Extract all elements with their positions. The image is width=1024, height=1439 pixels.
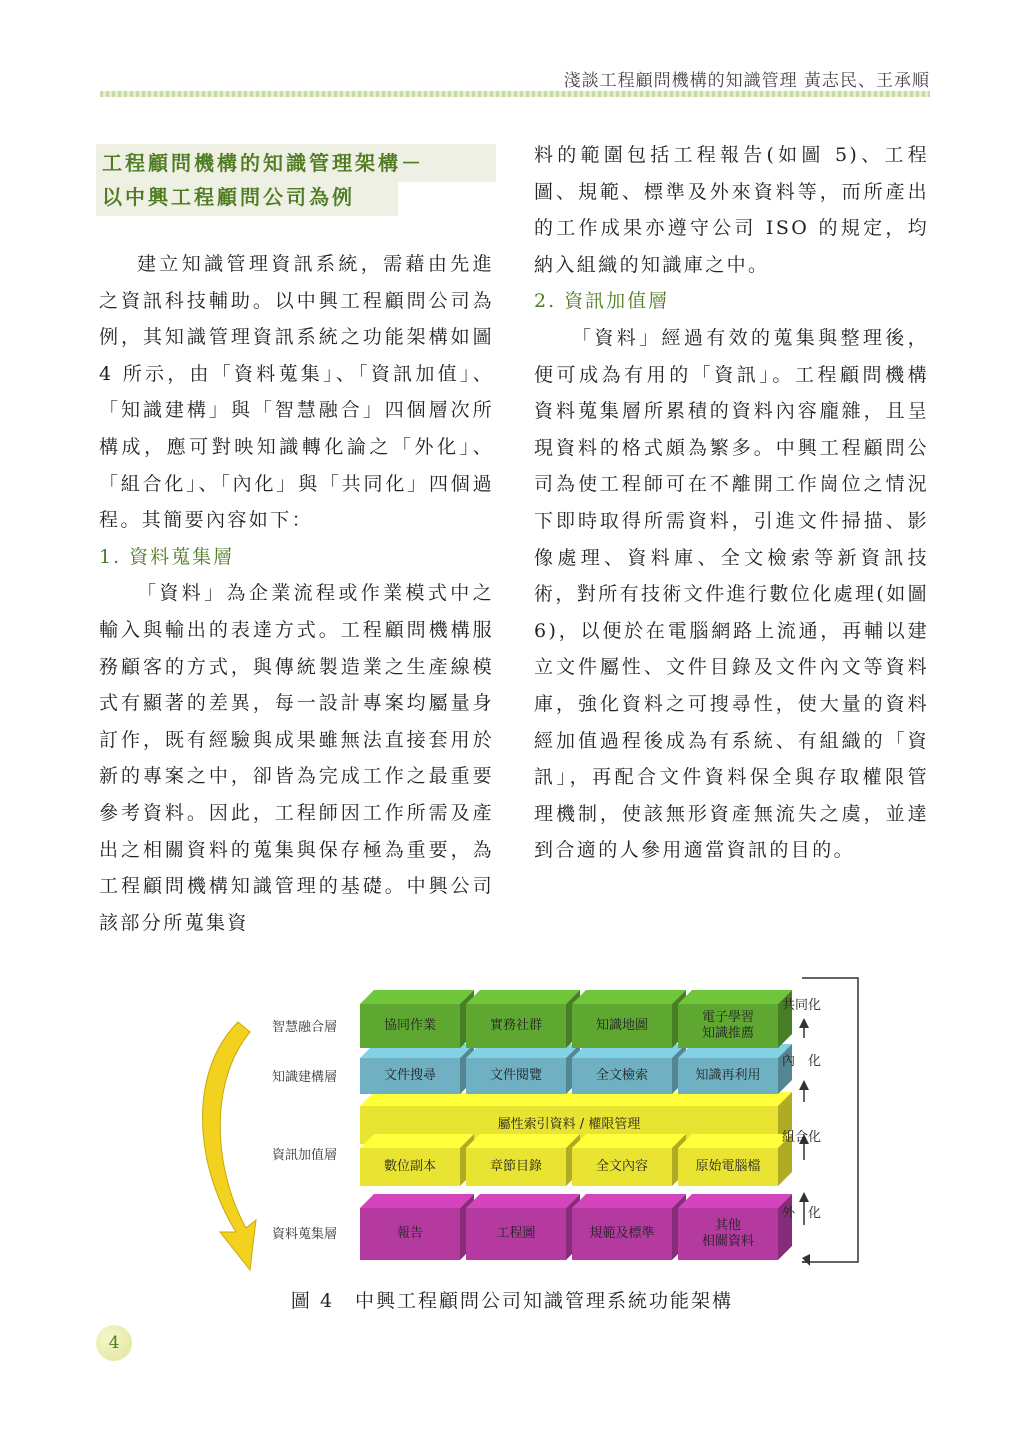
paragraph-data-collection-continued: 料的範圍包括工程報告(如圖 5)、工程圖、規範、標準及外來資料等，而所產出的工作成果亦遵守公司 ISO 的規定，均納入組織的知識庫之中。: [534, 144, 929, 276]
info-cell-4: 原始電腦檔: [695, 1159, 761, 1174]
figure-caption: 圖 4 中興工程顧問公司知識管理系統功能架構: [290, 1290, 734, 1312]
data-cell-1: 報告: [396, 1226, 423, 1241]
knowledge-cell-1: 文件搜尋: [383, 1068, 436, 1083]
process-externalization: 外 化: [782, 1206, 822, 1221]
subheading-info-value-add: 2. 資訊加值層: [534, 290, 670, 313]
paragraph-data-collection: 「資料」為企業流程或作業模式中之輸入與輸出的表達方式。工程顧問機構服務顧客的方式，與傳統製造業之生產線模式有顯著的差異，每一設計專案均屬量身訂作，既有經驗與成果雖無法直接套用於新的專案之中，卻皆為完成工作之最重要參考資料。因此，工程師因工作所需及產出之相關資料的蒐集與保存極為重要，為工程顧問機構知識管理的基礎。中興公司該部分所蒐集資: [99, 582, 494, 934]
page-number: 4: [96, 1325, 132, 1361]
right-column: [534, 137, 929, 869]
section-title-line2: 以中興工程顧問公司為例: [96, 178, 398, 216]
header-divider: [100, 91, 930, 97]
data-cell-4: 其他 相關資料: [701, 1218, 754, 1249]
info-cell-3: 全文內容: [595, 1159, 648, 1174]
knowledge-cell-3: 全文檢索: [595, 1068, 648, 1083]
data-cell-3: 規範及標準: [589, 1226, 655, 1241]
info-top-cell: 屬性索引資料 / 權限管理: [497, 1117, 641, 1132]
info-cell-1: 數位副本: [383, 1159, 436, 1174]
wisdom-cell-4: 電子學習 知識推薦: [701, 1010, 754, 1041]
knowledge-cell-2: 文件閱覽: [489, 1068, 542, 1083]
wisdom-cell-2: 實務社群: [489, 1018, 542, 1033]
left-column: [99, 246, 494, 941]
wisdom-cell-3: 知識地圖: [595, 1018, 648, 1033]
info-cell-2: 章節目錄: [489, 1159, 542, 1174]
process-bracket: [780, 970, 870, 1280]
layer-label-knowledge: 知識建構層: [272, 1070, 338, 1085]
layer-label-data: 資料蒐集層: [272, 1227, 338, 1242]
data-cell-2: 工程圖: [496, 1226, 536, 1241]
figure-knowledge-architecture: [190, 970, 890, 1284]
knowledge-cell-4: 知識再利用: [695, 1068, 761, 1083]
running-header: 淺談工程顧問機構的知識管理 黃志民、王承順: [563, 71, 930, 91]
process-combination: 組合化: [782, 1130, 822, 1145]
layer-label-wisdom: 智慧融合層: [272, 1020, 338, 1035]
subheading-data-collection: 1. 資料蒐集層: [99, 545, 235, 568]
wisdom-cell-1: 協同作業: [383, 1018, 436, 1033]
section-title-line1: 工程顧問機構的知識管理架構－: [96, 144, 496, 182]
layer-label-info: 資訊加值層: [272, 1148, 338, 1163]
process-socialization: 共同化: [782, 998, 822, 1013]
cycle-arrow-icon: [203, 1022, 257, 1270]
process-internalization: 內 化: [782, 1054, 822, 1069]
paragraph-intro: 建立知識管理資訊系統，需藉由先進之資訊科技輔助。以中興工程顧問公司為例，其知識管理資訊系統之功能架構如圖 4 所示，由「資料蒐集」、「資訊加值」、「知識建構」與「智慧融合」四個層次所構成，應可對映知識轉化論之「外化」、「組合化」、「內化」與「共同化」四個過程。其簡要內容如下：: [99, 253, 494, 532]
paragraph-info-value-add: 「資料」經過有效的蒐集與整理後，便可成為有用的「資訊」。工程顧問機構資料蒐集層所累積的資料內容龐雜，且呈現資料的格式頗為繁多。中興工程顧問公司為使工程師可在不離開工作崗位之情況下即時取得所需資料，引進文件掃描、影像處理、資料庫、全文檢索等新資訊技術，對所有技術文件進行數位化處理(如圖 6)，以便於在電腦網路上流通，再輔以建立文件屬性、文件目錄及文件內文等資料庫，強化資料之可搜尋性，使大量的資料經加值過程後成為有系統、有組織的「資訊」，再配合文件資料保全與存取權限管理機制，使該無形資產無流失之虞，並達到合適的人參用適當資訊的目的。: [534, 326, 930, 862]
